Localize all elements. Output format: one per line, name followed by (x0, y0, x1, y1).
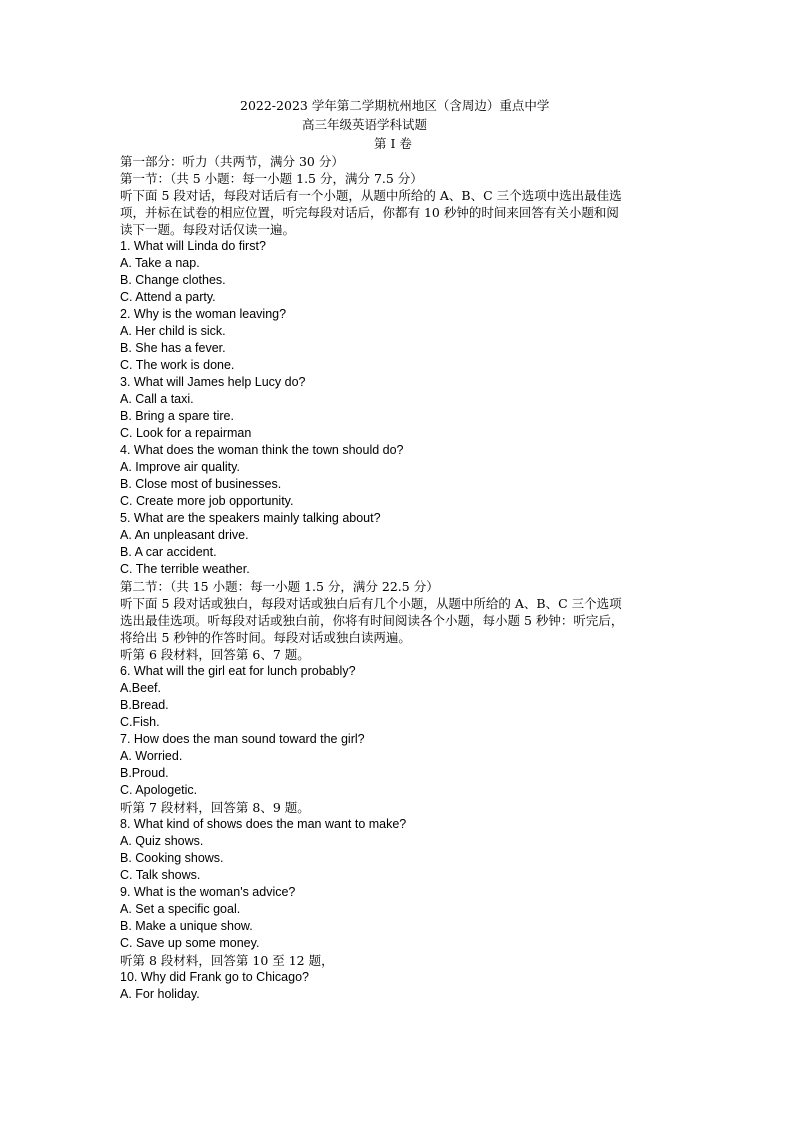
option: C. Attend a party. (120, 290, 216, 304)
question: 7. How does the man sound toward the girl? (120, 732, 365, 746)
instruction-line: 将给出 5 秒钟的作答时间。每段对话或独白读两遍。 (120, 630, 411, 645)
option: C. Save up some money. (120, 936, 260, 950)
option: C. Apologetic. (120, 783, 198, 797)
option: A. An unpleasant drive. (120, 528, 249, 542)
question: 6. What will the girl eat for lunch probably? (120, 664, 356, 678)
material-note: 听第 6 段材料，回答第 6、7 题。 (120, 647, 310, 662)
option: B. She has a fever. (120, 341, 226, 355)
exam-title: 2022-2023 学年第二学期杭州地区（含周边）重点中学 (240, 98, 550, 113)
exam-header (0, 96, 794, 153)
question: 2. Why is the woman leaving? (120, 307, 287, 321)
option: C. The work is done. (120, 358, 235, 372)
instruction-line: 听下面 5 段对话或独白，每段对话或独白后有几个小题，从题中所给的 A、B、C 三个选项 (120, 596, 622, 611)
instruction-line: 选出最佳选项。听每段对话或独白前，你将有时间阅读各个小题，每小题 5 秒钟：听完后， (120, 613, 624, 628)
question: 4. What does the woman think the town should do? (120, 443, 404, 457)
option: A. Call a taxi. (120, 392, 194, 406)
question: 5. What are the speakers mainly talking about? (120, 511, 381, 525)
volume-label: 第 I 卷 (374, 136, 412, 151)
material-note: 听第 7 段材料，回答第 8、9 题。 (120, 800, 310, 815)
option: B.Bread. (120, 698, 169, 712)
option: A. Improve air quality. (120, 460, 240, 474)
option: A. Set a specific goal. (120, 902, 241, 916)
section-heading: 第一部分：听力（共两节，满分 30 分） (120, 154, 344, 169)
option: B. Make a unique show. (120, 919, 253, 933)
option: A. For holiday. (120, 987, 200, 1001)
option: B. Cooking shows. (120, 851, 224, 865)
part-heading: 第一节：（共 5 小题：每一小题 1.5 分，满分 7.5 分） (120, 171, 423, 186)
option: B.Proud. (120, 766, 169, 780)
option: C. Look for a repairman (120, 426, 252, 440)
option: B. A car accident. (120, 545, 217, 559)
option: C. Create more job opportunity. (120, 494, 294, 508)
exam-body (120, 153, 680, 1003)
option: A.Beef. (120, 681, 161, 695)
question: 8. What kind of shows does the man want to make? (120, 817, 407, 831)
option: B. Change clothes. (120, 273, 226, 287)
part-heading: 第二节：（共 15 小题：每一小题 1.5 分，满分 22.5 分） (120, 579, 439, 594)
instruction-line: 听下面 5 段对话，每段对话后有一个小题，从题中所给的 A、B、C 三个选项中选出最佳选 (120, 188, 622, 203)
option: A. Quiz shows. (120, 834, 204, 848)
instruction-line: 项，并标在试卷的相应位置，听完每段对话后，你都有 10 秒钟的时间来回答有关小题和阅 (120, 205, 619, 220)
option: A. Worried. (120, 749, 183, 763)
exam-subtitle: 高三年级英语学科试题 (302, 117, 428, 132)
question: 3. What will James help Lucy do? (120, 375, 306, 389)
option: A. Take a nap. (120, 256, 200, 270)
option: C.Fish. (120, 715, 160, 729)
option: B. Close most of businesses. (120, 477, 282, 491)
instruction-line: 读下一题。每段对话仅读一遍。 (120, 222, 296, 237)
material-note: 听第 8 段材料，回答第 10 至 12 题， (120, 953, 334, 968)
option: B. Bring a spare tire. (120, 409, 234, 423)
question: 1. What will Linda do first? (120, 239, 266, 253)
option: C. The terrible weather. (120, 562, 250, 576)
question: 9. What is the woman's advice? (120, 885, 296, 899)
option: A. Her child is sick. (120, 324, 226, 338)
question: 10. Why did Frank go to Chicago? (120, 970, 309, 984)
option: C. Talk shows. (120, 868, 201, 882)
